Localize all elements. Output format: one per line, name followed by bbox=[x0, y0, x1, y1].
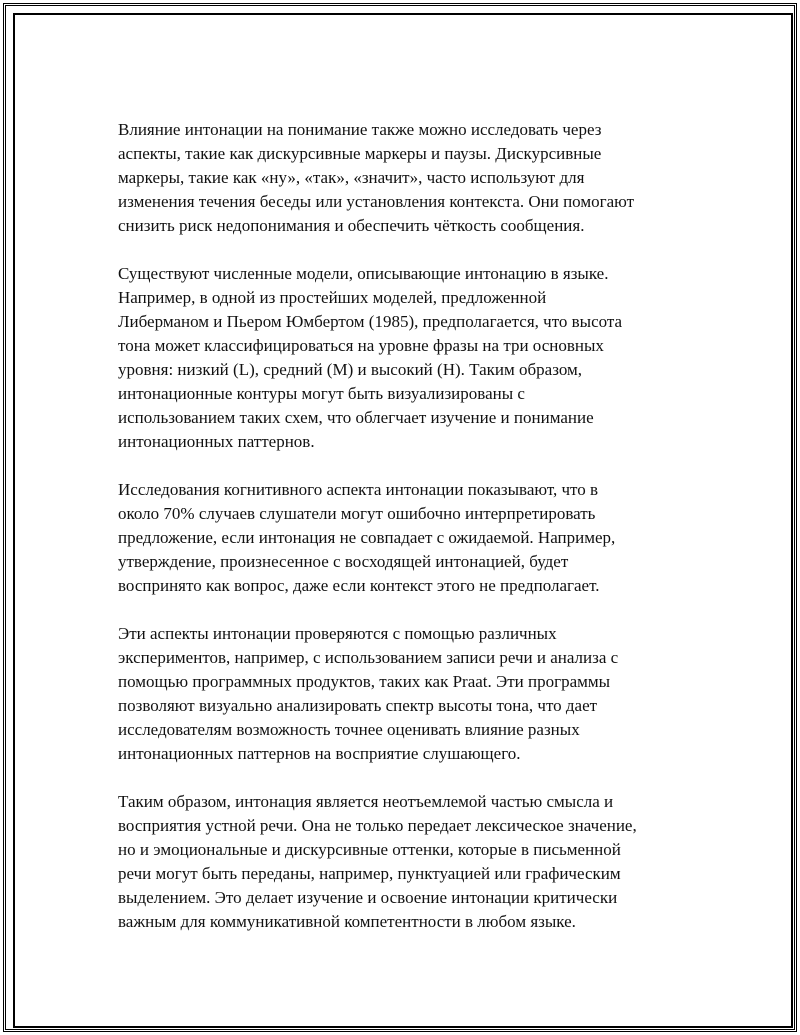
paragraph: Существуют численные модели, описывающие интонацию в языке. Например, в одной из простейших моделей, предложенной Либерманом и Пьером Юмбертом (1985), предполагается, что высота тона может классифицироваться на уровне фразы на три основных уровня: низкий (L), средний (M) и высокий (H). Таким образом, интонационные контуры могут быть визуализированы с использованием таких схем, что облегчает изучение и понимание интонационных паттернов. bbox=[118, 264, 623, 451]
paragraph: Таким образом, интонация является неотъемлемой частью смысла и восприятия устной речи. Она не только передает лексическое значение, но и эмоциональные и дискурсивные оттенки, которые в письменной речи могут быть переданы, например, пунктуацией или графическим выделением. Это делает изучение и освоение интонации критически важным для коммуникативной компетентности в любом языке. bbox=[118, 792, 637, 931]
paragraph: Эти аспекты интонации проверяются с помощью различных экспериментов, например, с использованием записи речи и анализа с помощью программных продуктов, таких как Praat. Эти программы позволяют визуально анализировать спектр высоты тона, что дает исследователям возможность точнее оценивать влияние разных интонационных паттернов на восприятие слушающего. bbox=[118, 624, 619, 763]
paragraph: Влияние интонации на понимание также можно исследовать через аспекты, такие как дискурсивные маркеры и паузы. Дискурсивные маркеры, такие как «ну», «так», «значит», часто используют для изменения течения беседы или установления контекста. Они помогают снизить риск недопонимания и обеспечить чёткость сообщения. bbox=[118, 120, 635, 235]
document-body bbox=[118, 118, 688, 958]
paragraph: Исследования когнитивного аспекта интонации показывают, что в около 70% случаев слушатели могут ошибочно интерпретировать предложение, если интонация не совпадает с ожидаемой. Например, утверждение, произнесенное с восходящей интонацией, будет воспринято как вопрос, даже если контекст этого не предполагает. bbox=[118, 480, 616, 595]
